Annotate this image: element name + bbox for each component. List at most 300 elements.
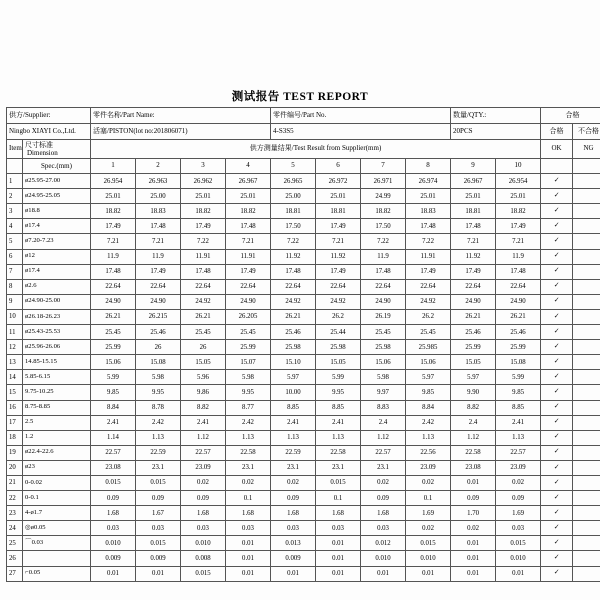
row-measurement: 11.92: [316, 249, 361, 264]
row-measurement: 0.01: [136, 566, 181, 581]
row-measurement: 15.07: [226, 355, 271, 370]
row-measurement: 1.68: [271, 506, 316, 521]
row-index: 3: [7, 204, 23, 219]
row-measurement: 17.50: [361, 219, 406, 234]
row-measurement: 18.83: [136, 204, 181, 219]
row-index: 7: [7, 264, 23, 279]
row-measurement: 23.1: [361, 460, 406, 475]
sample-col-7: 7: [361, 159, 406, 174]
row-ok-check-icon: ✓: [541, 279, 573, 294]
row-measurement: 22.64: [181, 279, 226, 294]
row-measurement: 1.13: [496, 430, 541, 445]
table-row: [7, 460, 600, 475]
row-measurement: 26.954: [496, 174, 541, 189]
row-measurement: 0.01: [451, 475, 496, 490]
row-measurement: 17.49: [406, 264, 451, 279]
table-row: [7, 536, 600, 551]
row-measurement: 26.967: [451, 174, 496, 189]
row-dimension-spec: 8.75-8.85: [23, 400, 91, 415]
row-measurement: 5.98: [361, 370, 406, 385]
row-measurement: 26.21: [496, 309, 541, 324]
row-measurement: 26.19: [361, 309, 406, 324]
row-measurement: 22.64: [271, 279, 316, 294]
row-ok-check-icon: ✓: [541, 370, 573, 385]
row-measurement: 26.21: [451, 309, 496, 324]
row-measurement: 17.48: [451, 219, 496, 234]
row-measurement: 0.015: [496, 536, 541, 551]
header-row-measure-title: [7, 140, 600, 159]
sample-col-5: 5: [271, 159, 316, 174]
test-report: [6, 88, 600, 582]
row-measurement: 5.97: [451, 370, 496, 385]
row-measurement: 26.21: [181, 309, 226, 324]
row-measurement: 0.02: [181, 475, 226, 490]
row-ng-cell: [573, 174, 600, 189]
ng-col-blank: [573, 159, 600, 174]
row-dimension-spec: ø23: [23, 460, 91, 475]
row-ng-cell: [573, 460, 600, 475]
row-measurement: 26.971: [361, 174, 406, 189]
row-measurement: 1.69: [406, 506, 451, 521]
row-measurement: 0.01: [271, 566, 316, 581]
row-measurement: 15.06: [361, 355, 406, 370]
row-measurement: 26.962: [181, 174, 226, 189]
row-measurement: 1.12: [181, 430, 226, 445]
table-row: [7, 385, 600, 400]
row-dimension-spec: ø17.4: [23, 219, 91, 234]
row-ok-check-icon: ✓: [541, 415, 573, 430]
row-measurement: 24.90: [136, 294, 181, 309]
sample-col-9: 9: [451, 159, 496, 174]
row-measurement: 1.12: [361, 430, 406, 445]
row-measurement: 0.015: [316, 475, 361, 490]
ok-col-blank: [541, 159, 573, 174]
row-measurement: 23.09: [496, 460, 541, 475]
row-measurement: 17.48: [271, 264, 316, 279]
row-ok-check-icon: ✓: [541, 551, 573, 566]
row-measurement: 5.97: [271, 370, 316, 385]
row-index: 6: [7, 249, 23, 264]
row-measurement: 2.42: [136, 415, 181, 430]
row-measurement: 7.22: [271, 234, 316, 249]
row-measurement: 0.009: [91, 551, 136, 566]
table-row: [7, 566, 600, 581]
row-measurement: 23.1: [316, 460, 361, 475]
row-measurement: 11.9: [361, 249, 406, 264]
row-measurement: 0.01: [226, 536, 271, 551]
row-measurement: 26.21: [91, 309, 136, 324]
row-measurement: 9.95: [316, 385, 361, 400]
row-measurement: 0.01: [226, 551, 271, 566]
row-measurement: 8.85: [271, 400, 316, 415]
row-measurement: 24.92: [406, 294, 451, 309]
row-dimension-spec: ø24.95-25.05: [23, 189, 91, 204]
row-dimension-spec: ø17.4: [23, 264, 91, 279]
row-measurement: 25.45: [226, 325, 271, 340]
row-measurement: 18.81: [316, 204, 361, 219]
table-row: [7, 174, 600, 189]
row-measurement: 2.41: [316, 415, 361, 430]
row-measurement: 24.90: [361, 294, 406, 309]
row-measurement: 7.22: [406, 234, 451, 249]
row-measurement: 0.02: [361, 475, 406, 490]
row-measurement: 26.965: [271, 174, 316, 189]
row-measurement: 7.21: [451, 234, 496, 249]
row-dimension-spec: ø25.96-26.06: [23, 340, 91, 355]
row-measurement: 7.22: [361, 234, 406, 249]
row-measurement: 18.81: [451, 204, 496, 219]
row-measurement: 0.02: [496, 475, 541, 490]
row-dimension-spec: ø25.43-25.53: [23, 325, 91, 340]
row-measurement: 22.57: [361, 445, 406, 460]
row-ng-cell: [573, 219, 600, 234]
row-dimension-spec: ø12: [23, 249, 91, 264]
row-measurement: 15.05: [181, 355, 226, 370]
row-measurement: 9.95: [136, 385, 181, 400]
table-row: [7, 430, 600, 445]
row-ng-cell: [573, 340, 600, 355]
row-measurement: 5.97: [406, 370, 451, 385]
table-row: [7, 506, 600, 521]
table-row: [7, 219, 600, 234]
row-ng-cell: [573, 204, 600, 219]
row-measurement: 17.49: [451, 264, 496, 279]
row-measurement: 25.99: [496, 340, 541, 355]
row-measurement: 22.57: [181, 445, 226, 460]
row-measurement: 24.92: [316, 294, 361, 309]
sample-col-10: 10: [496, 159, 541, 174]
row-index: 18: [7, 430, 23, 445]
row-measurement: 9.85: [91, 385, 136, 400]
row-ok-check-icon: ✓: [541, 309, 573, 324]
row-measurement: 11.92: [271, 249, 316, 264]
row-measurement: 18.82: [226, 204, 271, 219]
row-measurement: 1.13: [226, 430, 271, 445]
row-dimension-spec: ø22.4-22.6: [23, 445, 91, 460]
row-measurement: 0.01: [91, 566, 136, 581]
row-measurement: 0.010: [181, 536, 226, 551]
row-measurement: 0.09: [91, 491, 136, 506]
row-ng-cell: [573, 385, 600, 400]
row-dimension-spec: 1.2: [23, 430, 91, 445]
row-ok-check-icon: ✓: [541, 430, 573, 445]
row-measurement: 17.48: [226, 219, 271, 234]
row-measurement: 2.41: [271, 415, 316, 430]
row-ng-cell: [573, 445, 600, 460]
row-measurement: 0.01: [496, 566, 541, 581]
row-measurement: 15.05: [451, 355, 496, 370]
row-measurement: 15.05: [316, 355, 361, 370]
row-measurement: 17.50: [271, 219, 316, 234]
row-dimension-spec: 9.75-10.25: [23, 385, 91, 400]
row-measurement: 25.45: [406, 325, 451, 340]
row-measurement: 22.64: [226, 279, 271, 294]
qty-value: 20PCS: [451, 124, 541, 140]
row-ng-cell: [573, 415, 600, 430]
row-measurement: 9.90: [451, 385, 496, 400]
row-measurement: 0.02: [271, 475, 316, 490]
row-measurement: 25.99: [91, 340, 136, 355]
row-measurement: 26.972: [316, 174, 361, 189]
row-measurement: 0.03: [361, 521, 406, 536]
ok-label-en: OK: [541, 140, 573, 159]
table-row: [7, 294, 600, 309]
row-measurement: 5.99: [91, 370, 136, 385]
row-index: 13: [7, 355, 23, 370]
row-measurement: 15.06: [91, 355, 136, 370]
row-measurement: 0.010: [361, 551, 406, 566]
row-measurement: 0.09: [271, 491, 316, 506]
row-measurement: 22.64: [91, 279, 136, 294]
row-measurement: 22.64: [316, 279, 361, 294]
row-ng-cell: [573, 309, 600, 324]
row-measurement: 26.21: [271, 309, 316, 324]
row-measurement: 1.12: [451, 430, 496, 445]
row-dimension-spec: 14.85-15.15: [23, 355, 91, 370]
row-dimension-spec: ◎ø0.05: [23, 521, 91, 536]
row-dimension-spec: 4-ø1.7: [23, 506, 91, 521]
row-dimension-spec: ø26.18-26.23: [23, 309, 91, 324]
row-measurement: 15.08: [136, 355, 181, 370]
row-measurement: 25.45: [181, 325, 226, 340]
row-measurement: 0.01: [226, 566, 271, 581]
row-measurement: 26.2: [406, 309, 451, 324]
row-measurement: 0.01: [406, 566, 451, 581]
row-measurement: 0.1: [226, 491, 271, 506]
row-ok-check-icon: ✓: [541, 536, 573, 551]
row-measurement: 8.83: [361, 400, 406, 415]
row-ng-cell: [573, 475, 600, 490]
row-ng-cell: [573, 551, 600, 566]
row-ok-check-icon: ✓: [541, 521, 573, 536]
row-measurement: 0.01: [316, 551, 361, 566]
supplier-label: 供方/Supplier:: [7, 108, 91, 124]
row-measurement: 18.82: [361, 204, 406, 219]
row-measurement: 1.68: [91, 506, 136, 521]
row-measurement: 2.42: [226, 415, 271, 430]
row-measurement: 0.009: [271, 551, 316, 566]
row-measurement: 17.49: [316, 219, 361, 234]
row-ng-cell: [573, 264, 600, 279]
row-ng-cell: [573, 430, 600, 445]
row-measurement: 25.01: [406, 189, 451, 204]
row-ok-check-icon: ✓: [541, 234, 573, 249]
row-measurement: 25.98: [271, 340, 316, 355]
row-measurement: 0.01: [316, 536, 361, 551]
table-row: [7, 204, 600, 219]
row-measurement: 23.1: [136, 460, 181, 475]
row-measurement: 26.974: [406, 174, 451, 189]
table-row: [7, 370, 600, 385]
row-ng-cell: [573, 491, 600, 506]
row-measurement: 1.14: [91, 430, 136, 445]
table-row: [7, 475, 600, 490]
row-measurement: 0.01: [361, 566, 406, 581]
row-measurement: 11.9: [136, 249, 181, 264]
row-ok-check-icon: ✓: [541, 219, 573, 234]
row-measurement: 25.98: [361, 340, 406, 355]
row-measurement: 1.67: [136, 506, 181, 521]
row-measurement: 11.92: [451, 249, 496, 264]
row-measurement: 0.010: [496, 551, 541, 566]
row-measurement: 0.09: [136, 491, 181, 506]
row-index: 10: [7, 309, 23, 324]
row-measurement: 23.09: [406, 460, 451, 475]
row-index: 15: [7, 385, 23, 400]
header-row-sample-numbers: [7, 159, 600, 174]
row-measurement: 0.02: [406, 521, 451, 536]
item-label: Item: [7, 140, 23, 159]
row-measurement: 15.10: [271, 355, 316, 370]
row-measurement: 22.64: [361, 279, 406, 294]
row-index: 20: [7, 460, 23, 475]
row-measurement: 2.42: [406, 415, 451, 430]
qty-label: 数量/QTY.:: [451, 108, 541, 124]
row-index: 25: [7, 536, 23, 551]
row-ok-check-icon: ✓: [541, 189, 573, 204]
row-measurement: 23.08: [91, 460, 136, 475]
measure-title: 供方测量结果/Test Result from Supplier(mm): [91, 140, 541, 159]
row-measurement: 11.91: [181, 249, 226, 264]
table-row: [7, 309, 600, 324]
row-measurement: 25.01: [91, 189, 136, 204]
row-measurement: 9.86: [181, 385, 226, 400]
row-measurement: 23.1: [271, 460, 316, 475]
row-measurement: 0.09: [496, 491, 541, 506]
row-measurement: 0.015: [181, 566, 226, 581]
row-measurement: 0.03: [136, 521, 181, 536]
row-ng-cell: [573, 249, 600, 264]
row-measurement: 22.57: [91, 445, 136, 460]
row-measurement: 7.21: [226, 234, 271, 249]
row-measurement: 1.70: [451, 506, 496, 521]
row-measurement: 0.010: [406, 551, 451, 566]
row-dimension-spec: 2.5: [23, 415, 91, 430]
row-index: 27: [7, 566, 23, 581]
row-measurement: 26: [136, 340, 181, 355]
row-measurement: 25.98: [316, 340, 361, 355]
row-measurement: 25.99: [451, 340, 496, 355]
row-measurement: 1.13: [316, 430, 361, 445]
part-name-value: 活塞/PISTON(lot no:201806071): [91, 124, 271, 140]
report-rows: [7, 174, 600, 582]
row-measurement: 17.49: [316, 264, 361, 279]
row-measurement: 25.01: [496, 189, 541, 204]
row-ng-cell: [573, 234, 600, 249]
row-measurement: 22.64: [451, 279, 496, 294]
row-measurement: 17.49: [136, 264, 181, 279]
row-measurement: 24.99: [361, 189, 406, 204]
report-table: [6, 107, 600, 582]
row-index: 21: [7, 475, 23, 490]
row-dimension-spec: ⌐0.05: [23, 566, 91, 581]
table-row: [7, 491, 600, 506]
table-row: [7, 355, 600, 370]
row-measurement: 2.41: [496, 415, 541, 430]
part-no-label: 零件编号/Part No.: [271, 108, 451, 124]
row-measurement: 22.64: [406, 279, 451, 294]
table-row: [7, 279, 600, 294]
row-measurement: 0.015: [91, 475, 136, 490]
row-measurement: 0.010: [91, 536, 136, 551]
row-measurement: 0.008: [181, 551, 226, 566]
row-measurement: 26.2: [316, 309, 361, 324]
table-row: [7, 264, 600, 279]
row-index: 26: [7, 551, 23, 566]
row-ng-cell: [573, 325, 600, 340]
row-index: 4: [7, 219, 23, 234]
row-measurement: 7.21: [91, 234, 136, 249]
row-measurement: 0.03: [181, 521, 226, 536]
row-measurement: 8.85: [496, 400, 541, 415]
item-col-blank: [7, 159, 23, 174]
row-ok-check-icon: ✓: [541, 475, 573, 490]
page-title: 测试报告 TEST REPORT: [231, 91, 369, 103]
row-measurement: 22.58: [451, 445, 496, 460]
row-measurement: 22.64: [496, 279, 541, 294]
header-row-labels: [7, 108, 600, 124]
row-measurement: 26.967: [226, 174, 271, 189]
table-row: [7, 249, 600, 264]
row-measurement: 5.99: [496, 370, 541, 385]
row-measurement: 25.985: [406, 340, 451, 355]
table-row: [7, 325, 600, 340]
row-measurement: 25.44: [316, 325, 361, 340]
row-ng-cell: [573, 370, 600, 385]
row-dimension-spec: ø25.95-27.00: [23, 174, 91, 189]
row-measurement: 18.82: [496, 204, 541, 219]
row-measurement: 18.83: [406, 204, 451, 219]
row-ng-cell: [573, 521, 600, 536]
row-index: 2: [7, 189, 23, 204]
row-measurement: 0.01: [316, 566, 361, 581]
row-measurement: 25.46: [451, 325, 496, 340]
table-row: [7, 521, 600, 536]
supplier-value: Ningbo XIAYI Co.,Ltd.: [7, 124, 91, 140]
row-measurement: 0.01: [451, 536, 496, 551]
row-measurement: 17.48: [91, 264, 136, 279]
row-measurement: 26.215: [136, 309, 181, 324]
row-measurement: 22.56: [406, 445, 451, 460]
row-measurement: 0.02: [226, 475, 271, 490]
row-measurement: 17.48: [181, 264, 226, 279]
ng-column-header: 不合格: [573, 124, 600, 140]
row-ng-cell: [573, 536, 600, 551]
row-ok-check-icon: ✓: [541, 204, 573, 219]
row-measurement: 25.99: [226, 340, 271, 355]
row-measurement: 0.015: [406, 536, 451, 551]
row-measurement: 7.21: [316, 234, 361, 249]
row-index: 22: [7, 491, 23, 506]
row-measurement: 0.03: [496, 521, 541, 536]
row-ok-check-icon: ✓: [541, 355, 573, 370]
row-ok-check-icon: ✓: [541, 174, 573, 189]
row-ng-cell: [573, 566, 600, 581]
ok-label-cn: 合格: [541, 108, 600, 124]
row-measurement: 25.00: [136, 189, 181, 204]
row-measurement: 7.22: [181, 234, 226, 249]
row-measurement: 23.08: [451, 460, 496, 475]
row-ng-cell: [573, 400, 600, 415]
row-measurement: 0.01: [451, 551, 496, 566]
row-measurement: 1.68: [226, 506, 271, 521]
row-measurement: 25.00: [271, 189, 316, 204]
table-row: [7, 340, 600, 355]
table-row: [7, 189, 600, 204]
row-measurement: 26.963: [136, 174, 181, 189]
row-measurement: 0.1: [406, 491, 451, 506]
row-measurement: 22.57: [496, 445, 541, 460]
